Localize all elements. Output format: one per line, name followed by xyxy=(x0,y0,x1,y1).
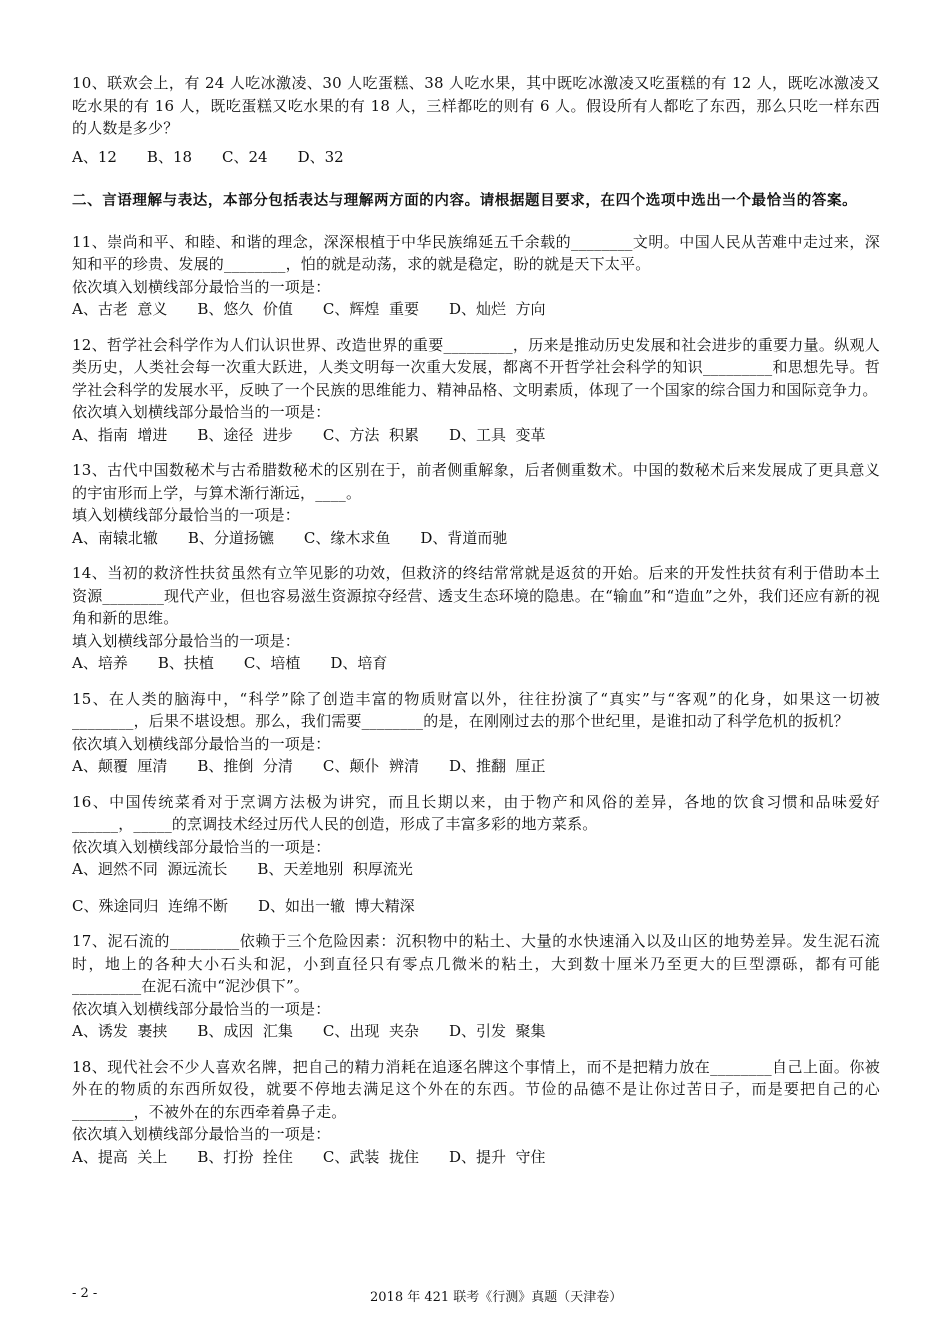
question-prompt: 依次填入划横线部分最恰当的一项是： xyxy=(72,734,331,753)
exam-page xyxy=(72,72,880,1181)
question-text: 14、当初的救济性扶贫虽然有立竿见影的功效，但救济的终结常常就是返贫的开始。后来的开发性扶贫有利于借助本土资源________现代产业，但也容易滋生资源掠夺经营、透支生态环境的隐患。在“输血”和“造血”之外，我们还应有新的视角和新的思维。 xyxy=(72,564,880,627)
question-text: 16、中国传统菜肴对于烹调方法极为讲究，而且长期以来，由于物产和风俗的差异，各地的饮食习惯和品味爱好______，_____的烹调技术经过历代人民的创造，形成了丰富多彩的地方菜系。 xyxy=(72,792,880,833)
question-options: A、南辕北辙 B、分道扬镳 C、缘木求鱼 D、背道而驰 xyxy=(72,528,508,547)
question-text: 17、泥石流的_________依赖于三个危险因素：沉积物中的粘土、大量的水快速涌入以及山区的地势差异。发生泥石流时，地上的各种大小石头和泥，小到直径只有零点几微米的粘土，大到数十厘米乃至更大的巨型漂砾，都有可能_________在泥石流中“泥沙俱下”。 xyxy=(72,932,880,995)
question-14 xyxy=(72,562,880,675)
question-options: A、诱发 裹挟 B、成因 汇集 C、出现 夹杂 D、引发 聚集 xyxy=(72,1022,546,1040)
question-options: A、迥然不同 源远流长 B、天差地别 积厚流光 xyxy=(72,860,413,878)
question-16 xyxy=(72,791,880,918)
question-11 xyxy=(72,231,880,321)
question-text: 12、哲学社会科学作为人们认识世界、改造世界的重要_________，历来是推动历史发展和社会进步的重要力量。纵观人类历史，人类社会每一次重大跃进，人类文明每一次重大发展，都离不开哲学社会科学的知识_________和思想先导。哲学社会科学的发展水平，反映了一个民族的思维能力、精神品格、文明素质，体现了一个国家的综合国力和国际竞争力。 xyxy=(72,335,880,399)
question-prompt: 填入划横线部分最恰当的一项是： xyxy=(72,506,301,524)
question-options: A、古老 意义 B、悠久 价值 C、辉煌 重要 D、灿烂 方向 xyxy=(72,300,546,318)
question-prompt: 填入划横线部分最恰当的一项是： xyxy=(72,631,301,650)
question-prompt: 依次填入划横线部分最恰当的一项是： xyxy=(72,837,331,856)
question-text: 18、现代社会不少人喜欢名牌，把自己的精力消耗在追逐名牌这个事情上，而不是把精力放在________自己上面。你被外在的物质的东西所奴役，就要不停地去满足这个外在的东西。节俭的品德不是让你过苦日子，而是要把自己的心________，不被外在的东西牵着鼻子走。 xyxy=(72,1057,880,1121)
question-10 xyxy=(72,72,880,168)
question-prompt: 依次填入划横线部分最恰当的一项是： xyxy=(72,999,331,1018)
question-options: A、12 B、18 C、24 D、32 xyxy=(72,147,344,166)
question-13 xyxy=(72,459,880,549)
question-text: 13、古代中国数秘术与古希腊数秘术的区别在于，前者侧重解象，后者侧重数术。中国的数秘术后来发展成了更具意义的宇宙形而上学，与算术渐行渐远，____。 xyxy=(72,461,880,502)
question-text: 11、崇尚和平、和睦、和谐的理念，深深根植于中华民族绵延五千余载的________文明。中国人民从苦难中走过来，深知和平的珍贵、发展的________，怕的就是动荡，求的就是稳定，盼的就是天下太平。 xyxy=(72,232,880,273)
question-18 xyxy=(72,1056,880,1169)
footer-title: 2018 年 421 联考《行测》真题（天津卷） xyxy=(370,1290,623,1305)
question-options: A、提高 关上 B、打扮 拴住 C、武装 拢住 D、提升 守住 xyxy=(72,1147,546,1166)
question-text: 15、在人类的脑海中，“科学”除了创造丰富的物质财富以外，往往扮演了“真实”与“客观”的化身，如果这一切被________，后果不堪设想。那么，我们需要________的是，在刚刚过去的那个世纪里，是谁扣动了科学危机的扳机？ xyxy=(72,689,880,730)
question-prompt: 依次填入划横线部分最恰当的一项是： xyxy=(72,403,331,421)
question-prompt: 依次填入划横线部分最恰当的一项是： xyxy=(72,277,331,296)
question-options-row2: C、殊途同归 连绵不断 D、如出一辙 博大精深 xyxy=(72,896,415,915)
question-17 xyxy=(72,930,880,1043)
question-15 xyxy=(72,688,880,778)
question-options: A、指南 增进 B、途径 进步 C、方法 积累 D、工具 变革 xyxy=(72,425,546,444)
question-prompt: 依次填入划横线部分最恰当的一项是： xyxy=(72,1125,331,1143)
question-text: 10、联欢会上，有 24 人吃冰激凌、30 人吃蛋糕、38 人吃水果，其中既吃冰激凌又吃蛋糕的有 12 人，既吃冰激凌又吃水果的有 16 人，既吃蛋糕又吃水果的有 18 人，三样都吃的则有 6 人。假设所有人都吃了东西，那么只吃一样东西的人数是多少？ xyxy=(72,74,880,137)
page-number: - 2 - xyxy=(72,1286,98,1301)
question-options: A、培养 B、扶植 C、培植 D、培育 xyxy=(72,654,388,672)
question-12 xyxy=(72,334,880,447)
section-heading: 二、言语理解与表达，本部分包括表达与理解两方面的内容。请根据题目要求，在四个选项中选出一个最恰当的答案。 xyxy=(72,193,858,209)
question-options: A、颠覆 厘清 B、推倒 分清 C、颠仆 辨清 D、推翻 厘正 xyxy=(72,757,546,775)
